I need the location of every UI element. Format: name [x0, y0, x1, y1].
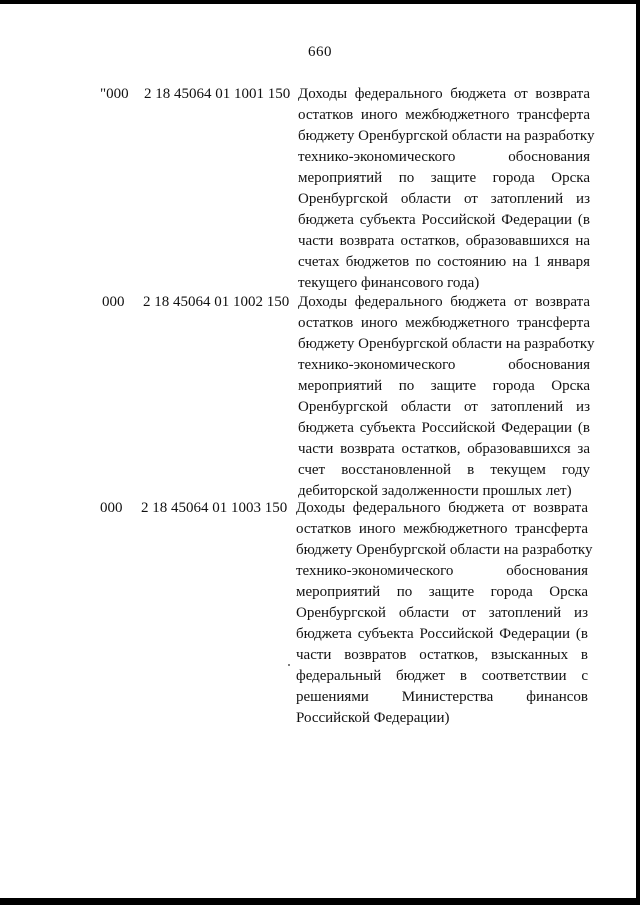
description-line: Российской Федерации) [296, 710, 450, 726]
entry-description [298, 84, 595, 294]
description-line: технико-экономического обоснования [298, 149, 590, 165]
description-line: остатков иного межбюджетного трансферта [296, 521, 588, 537]
description-line: дебиторской задолженности прошлых лет) [298, 483, 572, 499]
description-line: бюджету Оренбургской области на разработку [298, 336, 595, 352]
description-line: решениями Министерства финансов [296, 689, 588, 705]
scan-speck [288, 664, 290, 666]
description-line: федеральный бюджет в соответствии с [296, 668, 588, 684]
admin-code: "000 [100, 86, 129, 102]
description-line: счетах бюджетов по состоянию на 1 января [298, 254, 590, 270]
scan-border-top [0, 0, 640, 4]
classification-code: 2 18 45064 01 1001 150 [144, 86, 291, 102]
description-line: остатков иного межбюджетного трансферта [298, 315, 590, 331]
description-line: мероприятий по защите города Орска [298, 378, 590, 394]
description-line: текущего финансового года) [298, 275, 480, 291]
description-line: Оренбургской области от затоплений из [296, 605, 588, 621]
description-line: части возвратов остатков, взысканных в [296, 647, 588, 663]
admin-code: 000 [102, 294, 125, 310]
description-line: мероприятий по защите города Орска [298, 170, 590, 186]
description-line: бюджета субъекта Российской Федерации (в [298, 212, 590, 228]
description-line: Доходы федерального бюджета от возврата [296, 500, 588, 516]
description-line: мероприятий по защите города Орска [296, 584, 588, 600]
scan-border-right [636, 0, 640, 905]
description-line: Оренбургской области от затоплений из [298, 191, 590, 207]
classification-code: 2 18 45064 01 1003 150 [141, 500, 288, 516]
admin-code: 000 [100, 500, 123, 516]
description-line: бюджету Оренбургской области на разработку [296, 542, 593, 558]
entry-description [298, 292, 595, 502]
classification-code: 2 18 45064 01 1002 150 [143, 294, 290, 310]
description-line: остатков иного межбюджетного трансферта [298, 107, 590, 123]
description-line: счет восстановленной в текущем году [298, 462, 590, 478]
description-line: Доходы федерального бюджета от возврата [298, 86, 590, 102]
description-line: части возврата остатков, образовавшихся на [298, 233, 590, 249]
description-line: бюджета субъекта Российской Федерации (в [298, 420, 590, 436]
description-line: бюджету Оренбургской области на разработку [298, 128, 595, 144]
description-line: Оренбургской области от затоплений из [298, 399, 590, 415]
description-line: части возврата остатков, образовавшихся за [298, 441, 590, 457]
description-line: технико-экономического обоснования [296, 563, 588, 579]
page-number: 660 [308, 44, 332, 60]
description-line: Доходы федерального бюджета от возврата [298, 294, 590, 310]
description-line: бюджета субъекта Российской Федерации (в [296, 626, 588, 642]
scan-border-bottom [0, 898, 640, 905]
description-line: технико-экономического обоснования [298, 357, 590, 373]
entry-description [296, 498, 593, 729]
